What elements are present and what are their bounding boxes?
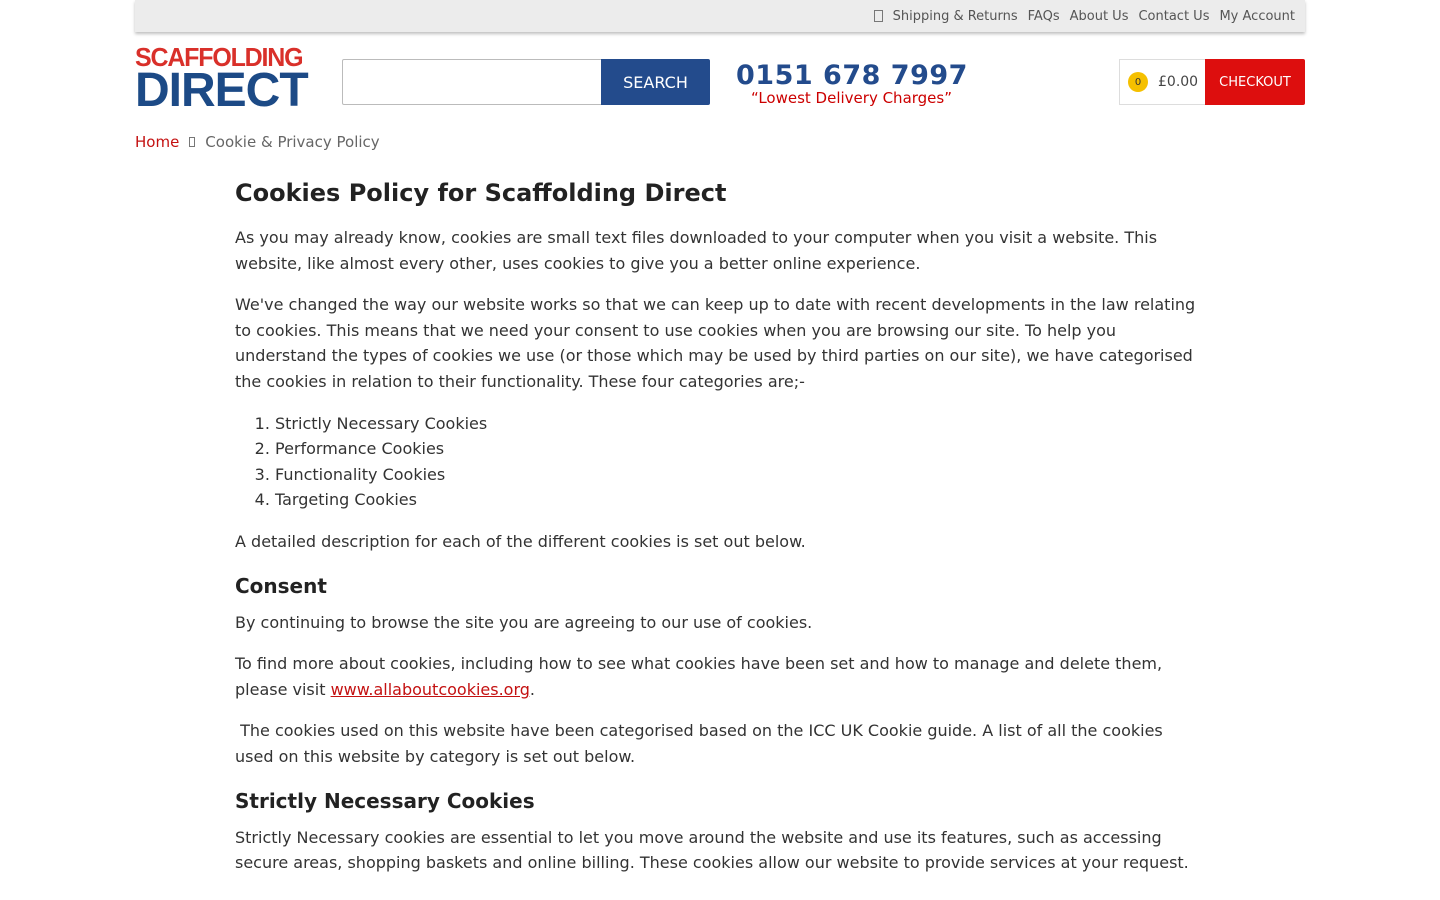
allaboutcookies-link[interactable]: www.allaboutcookies.org bbox=[330, 679, 530, 699]
consent-paragraph-2-end: . bbox=[529, 679, 535, 699]
logo-text-scaffolding: SCAFFOLDING bbox=[135, 42, 303, 73]
list-item: 3. Functionality Cookies bbox=[275, 462, 1205, 488]
my-account-link[interactable]: My Account bbox=[1219, 8, 1295, 24]
breadcrumb-home-link[interactable]: Home bbox=[135, 133, 180, 151]
page-title: Cookies Policy for Scaffolding Direct bbox=[235, 179, 727, 207]
intro-paragraph-1: As you may already know, cookies are small text files downloaded to your computer when you visit a website. This website, like almost every other, uses cookies to give you a better online experience. bbox=[235, 228, 1158, 273]
cookie-categories-list bbox=[235, 411, 1205, 513]
top-utility-bar bbox=[135, 0, 1305, 32]
breadcrumb bbox=[135, 133, 380, 151]
checkout-button[interactable]: CHECKOUT bbox=[1205, 59, 1305, 105]
list-item: 1. Strictly Necessary Cookies bbox=[275, 411, 1205, 437]
logo-text-direct: DIRECT bbox=[135, 64, 308, 117]
faqs-link[interactable]: FAQs bbox=[1027, 8, 1060, 24]
consent-paragraph-3: The cookies used on this website have been categorised based on the ICC UK Cookie guide. A list of all the cookies used on this website by category is set out below. bbox=[235, 721, 1168, 766]
intro-paragraph-3: A detailed description for each of the different cookies is set out below. bbox=[235, 531, 806, 551]
search-button[interactable]: SEARCH bbox=[601, 59, 710, 105]
delivery-tagline: “Lowest Delivery Charges” bbox=[751, 89, 952, 107]
list-item: 2. Performance Cookies bbox=[275, 436, 1205, 462]
consent-paragraph-1: By continuing to browse the site you are agreeing to our use of cookies. bbox=[235, 612, 813, 632]
cart-total: £0.00 bbox=[1158, 74, 1199, 90]
contact-us-link[interactable]: Contact Us bbox=[1138, 8, 1210, 24]
cart-count-badge: 0 bbox=[1128, 72, 1148, 92]
article-content bbox=[235, 175, 1205, 892]
consent-paragraph-2 bbox=[235, 651, 1205, 702]
list-item: 4. Targeting Cookies bbox=[275, 487, 1205, 513]
strictly-necessary-heading: Strictly Necessary Cookies bbox=[235, 788, 535, 813]
phone-number: 0151 678 7997 bbox=[736, 60, 968, 91]
search-input[interactable] bbox=[342, 59, 602, 105]
intro-paragraph-2: We've changed the way our website works so that we can keep up to date with recent developments in the law relating to cookies. This means that we need your consent to use cookies when you are browsing our site. To help you understand the types of cookies we use (or those which may be used by third parties on our site), we have categorised the cookies in relation to their functionality. These four categories are;- bbox=[235, 295, 1196, 391]
site-logo[interactable] bbox=[135, 42, 308, 117]
breadcrumb-current: Cookie & Privacy Policy bbox=[205, 133, 380, 151]
chevron-right-icon bbox=[189, 137, 195, 147]
cart-summary[interactable] bbox=[1119, 59, 1206, 105]
consent-paragraph-2-text: To find more about cookies, including how to see what cookies have been set and how to manage and delete them, please visit bbox=[235, 654, 1163, 699]
about-us-link[interactable]: About Us bbox=[1069, 8, 1129, 24]
mobile-phone-icon bbox=[874, 10, 883, 22]
consent-heading: Consent bbox=[235, 573, 327, 598]
shipping-returns-link[interactable]: Shipping & Returns bbox=[892, 8, 1018, 24]
strictly-necessary-paragraph: Strictly Necessary cookies are essential to let you move around the website and use its features, such as accessing secure areas, shopping baskets and online billing. These cookies allow our website to provide services at your request. bbox=[235, 827, 1189, 873]
